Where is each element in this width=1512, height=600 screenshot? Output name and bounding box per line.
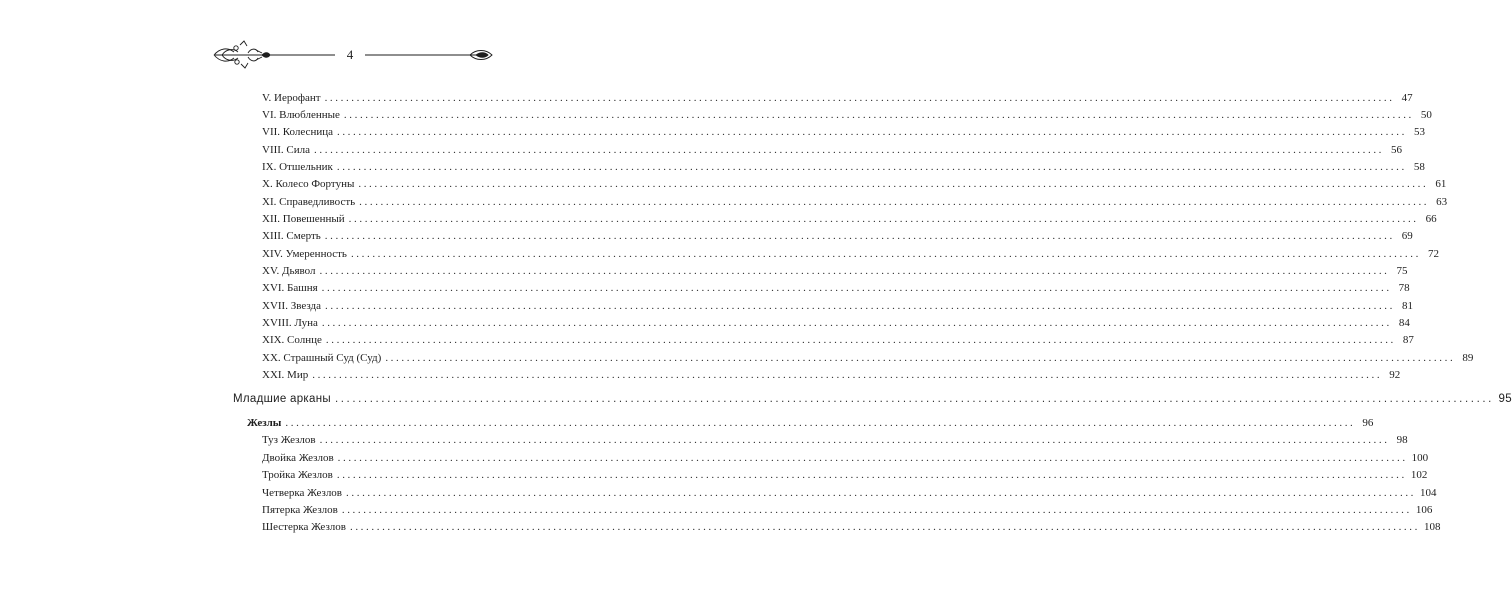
dot-leader: ........................................................................................................................................................................................................ — [348, 213, 1419, 225]
toc-entry-page: 87 — [1402, 334, 1414, 346]
toc-entry-title: XX. Страшный Суд (Суд) — [262, 352, 382, 364]
toc-entry-title: XVI. Башня — [262, 282, 318, 294]
dot-leader: ........................................................................................................................................................................................................ — [325, 334, 1396, 346]
page-number: 4 — [346, 47, 354, 62]
toc-entry — [262, 176, 1447, 192]
toc-entry-title: XI. Справедливость — [262, 196, 356, 208]
dot-leader: ........................................................................................................................................................................................................ — [319, 434, 1390, 446]
dot-leader: ........................................................................................................................................................................................................ — [324, 230, 1395, 242]
toc-entry — [262, 367, 1401, 383]
toc-entry — [262, 280, 1410, 296]
toc-entry — [262, 467, 1428, 483]
toc-section — [233, 391, 1512, 407]
toc-entry — [262, 159, 1425, 175]
toc-entry-title: XIII. Смерть — [262, 230, 321, 242]
toc-entry-page: 72 — [1427, 248, 1439, 260]
toc-entry — [262, 519, 1441, 535]
dot-leader: ........................................................................................................................................................................................................ — [321, 317, 1392, 329]
toc-entry — [262, 350, 1474, 366]
toc-entry — [262, 211, 1437, 227]
toc-entry — [262, 332, 1414, 348]
toc-entry — [262, 90, 1413, 106]
toc-entry — [262, 124, 1425, 140]
toc-entry-title: Жезлы — [247, 417, 282, 429]
toc-entry-title: Четверка Жезлов — [262, 487, 343, 499]
toc-entry-page: 96 — [1362, 417, 1374, 429]
toc-entry-title: XII. Повешенный — [262, 213, 345, 225]
toc-entry-page: 104 — [1420, 487, 1437, 499]
toc-entry-page: 95 — [1498, 393, 1512, 405]
toc-entry — [262, 228, 1413, 244]
dot-leader: ........................................................................................................................................................................................................ — [285, 417, 1356, 429]
toc-entry-page: 106 — [1415, 504, 1433, 516]
toc-entry — [262, 107, 1432, 123]
toc-entry-title: V. Иерофант — [262, 92, 321, 104]
dot-leader: ........................................................................................................................................................................................................ — [358, 178, 1429, 190]
toc-subsection — [247, 415, 1374, 431]
toc-entry — [262, 263, 1408, 279]
dot-leader: ........................................................................................................................................................................................................ — [346, 487, 1417, 499]
toc-entry-page: 63 — [1436, 196, 1448, 208]
dot-leader: ........................................................................................................................................................................................................ — [343, 109, 1414, 121]
toc-entry-title: VI. Влюбленные — [262, 109, 340, 121]
toc-entry-page: 81 — [1402, 300, 1413, 312]
toc-entry — [262, 502, 1433, 518]
toc-entry — [262, 194, 1448, 210]
toc-entry-page: 100 — [1411, 452, 1429, 464]
toc-entry-title: XVII. Звезда — [262, 300, 321, 312]
toc-entry-title: Пятерка Жезлов — [262, 504, 338, 516]
dot-leader: ........................................................................................................................................................................................................ — [349, 521, 1420, 533]
toc-entry-title: XV. Дьявол — [262, 265, 316, 277]
toc-entry-page: 78 — [1398, 282, 1410, 294]
toc-entry-title: IX. Отшельник — [262, 161, 333, 173]
toc-entry-title: XIV. Умеренность — [262, 248, 347, 260]
toc-entry-title: Тройка Жезлов — [262, 469, 333, 481]
dot-leader: ........................................................................................................................................................................................................ — [324, 92, 1395, 104]
dot-leader: ........................................................................................................................................................................................................ — [359, 196, 1430, 208]
toc-entry-page: 53 — [1413, 126, 1425, 138]
toc-entry-page: 75 — [1396, 265, 1408, 277]
toc-entry — [262, 298, 1413, 314]
toc-entry-page: 98 — [1396, 434, 1408, 446]
dot-leader: ........................................................................................................................................................................................................ — [312, 369, 1383, 381]
toc-entry-page: 84 — [1398, 317, 1410, 329]
dot-leader: ........................................................................................................................................................................................................ — [337, 452, 1408, 464]
toc-entry — [262, 485, 1437, 501]
toc-entry-page: 50 — [1420, 109, 1432, 121]
toc-entry-title: VIII. Сила — [262, 144, 311, 156]
toc-entry — [262, 450, 1429, 466]
dot-leader: ........................................................................................................................................................................................................ — [314, 144, 1385, 156]
toc-entry-page: 61 — [1435, 178, 1447, 190]
toc-entry — [262, 246, 1439, 262]
toc-entry-page: 58 — [1413, 161, 1425, 173]
dot-leader: ........................................................................................................................................................................................................ — [341, 504, 1412, 516]
dot-leader: ........................................................................................................................................................................................................ — [385, 352, 1456, 364]
toc-entry-page: 56 — [1391, 144, 1403, 156]
toc-entry-page: 108 — [1423, 521, 1441, 533]
toc-entry-page: 47 — [1401, 92, 1413, 104]
toc-entry-page: 69 — [1401, 230, 1413, 242]
toc-entry-title: XIX. Солнце — [262, 334, 322, 346]
toc-entry-title: Младшие арканы — [233, 393, 331, 405]
toc-entry-page: 66 — [1425, 213, 1437, 225]
toc-entry — [262, 142, 1403, 158]
toc-entry-title: XVIII. Луна — [262, 317, 318, 329]
dot-leader: ........................................................................................................................................................................................................ — [325, 300, 1395, 312]
toc-entry-title: Шестерка Жезлов — [262, 521, 346, 533]
toc-entry-title: Двойка Жезлов — [262, 452, 334, 464]
toc-entry — [262, 432, 1408, 448]
dot-leader: ........................................................................................................................................................................................................ — [350, 248, 1421, 260]
toc-entry-title: X. Колесо Фортуны — [262, 178, 355, 190]
dot-leader: ........................................................................................................................................................................................................ — [319, 265, 1390, 277]
toc-entry-page: 89 — [1462, 352, 1474, 364]
dot-leader: ........................................................................................................................................................................................................ — [334, 393, 1494, 405]
toc-entry-title: Туз Жезлов — [262, 434, 316, 446]
toc-entry-page: 102 — [1410, 469, 1428, 481]
dot-leader: ........................................................................................................................................................................................................ — [336, 469, 1407, 481]
toc-entry-title: VII. Колесница — [262, 126, 333, 138]
toc-entry-page: 92 — [1389, 369, 1401, 381]
dot-leader: ........................................................................................................................................................................................................ — [336, 126, 1407, 138]
toc-entry-title: XXI. Мир — [262, 369, 309, 381]
dot-leader: ........................................................................................................................................................................................................ — [321, 282, 1392, 294]
toc-entry — [262, 315, 1410, 331]
dot-leader: ........................................................................................................................................................................................................ — [336, 161, 1407, 173]
